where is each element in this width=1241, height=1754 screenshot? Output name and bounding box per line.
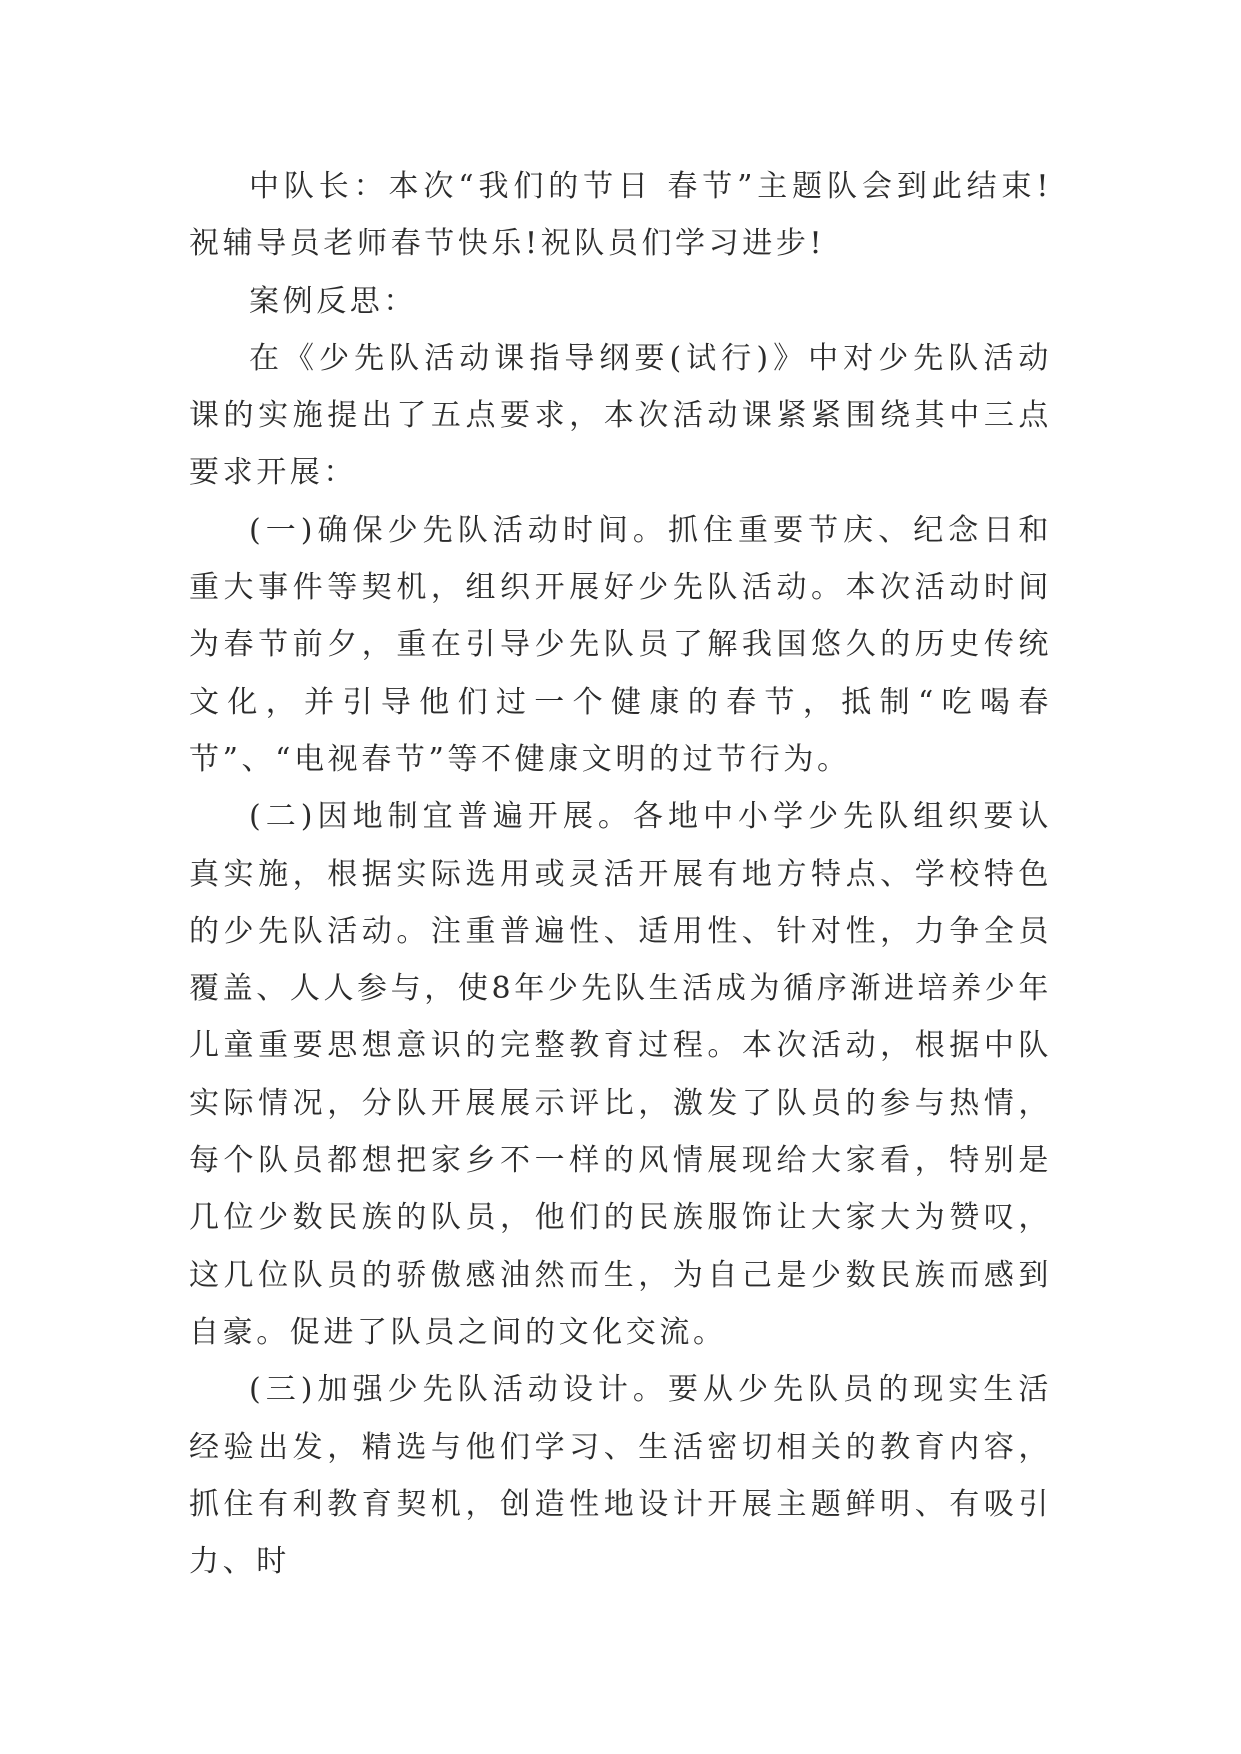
intro-paragraph: 在《少先队活动课指导纲要(试行)》中对少先队活动课的实施提出了五点要求，本次活动课紧紧围绕其中三点要求开展：	[189, 340, 1052, 491]
point-three-paragraph: (三)加强少先队活动设计。要从少先队员的现实生活经验出发，精选与他们学习、生活密切相关的教育内容，抓住有利教育契机，创造性地设计开展主题鲜明、有吸引力、时	[189, 1372, 1052, 1580]
point-two-paragraph: (二)因地制宜普遍开展。各地中小学少先队组织要认真实施，根据实际选用或灵活开展有地方特点、学校特色的少先队活动。注重普遍性、适用性、针对性，力争全员覆盖、人人参与，使8年少先队生活成为循序渐进培养少年儿童重要思想意识的完整教育过程。本次活动，根据中队实际情况，分队开展展示评比，激发了队员的参与热情，每个队员都想把家乡不一样的风情展现给大家看，特别是几位少数民族的队员，他们的民族服饰让大家大为赞叹，这几位队员的骄傲感油然而生，为自己是少数民族而感到自豪。促进了队员之间的文化交流。	[189, 799, 1052, 1350]
point-one-paragraph: (一)确保少先队活动时间。抓住重要节庆、纪念日和重大事件等契机，组织开展好少先队活动。本次活动时间为春节前夕，重在引导少先队员了解我国悠久的历史传统文化，并引导他们过一个健康的春节，抵制“吃喝春节”、“电视春节”等不健康文明的过节行为。	[189, 512, 1052, 777]
closing-remarks-paragraph: 中队长：本次“我们的节日 春节”主题队会到此结束!祝辅导员老师春节快乐!祝队员们学习进步!	[189, 169, 1052, 262]
case-reflection-heading: 案例反思：	[249, 283, 417, 319]
